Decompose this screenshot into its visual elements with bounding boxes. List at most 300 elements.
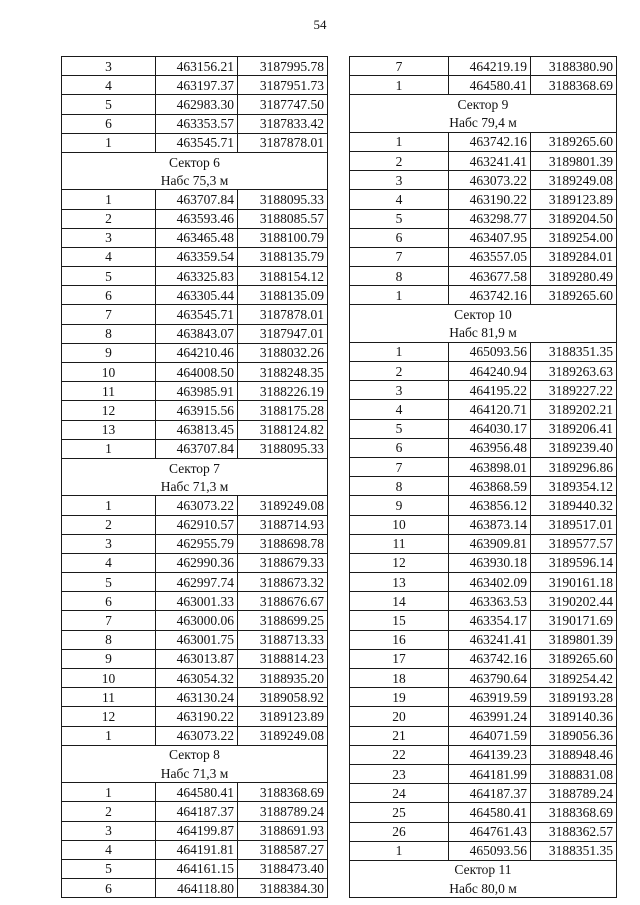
point-number: 4 bbox=[62, 247, 156, 266]
point-number: 10 bbox=[62, 363, 156, 382]
table-row bbox=[62, 324, 328, 343]
table-row bbox=[62, 247, 328, 266]
point-number: 1 bbox=[350, 76, 449, 95]
table-row bbox=[62, 305, 328, 324]
coordinate-y: 3189140.36 bbox=[531, 707, 617, 726]
coordinate-x: 463190.22 bbox=[156, 707, 238, 726]
table-row bbox=[62, 859, 328, 878]
coordinate-x: 464580.41 bbox=[449, 76, 531, 95]
point-number: 6 bbox=[62, 879, 156, 898]
point-number: 21 bbox=[350, 726, 449, 745]
table-row bbox=[62, 190, 328, 209]
coordinate-x: 465093.56 bbox=[449, 342, 531, 361]
coordinate-y: 3189517.01 bbox=[531, 515, 617, 534]
sector-height-row bbox=[62, 764, 328, 783]
sector-height-row bbox=[350, 879, 617, 898]
table-row bbox=[350, 419, 617, 438]
point-number: 13 bbox=[350, 573, 449, 592]
coordinate-y: 3188135.09 bbox=[238, 286, 328, 305]
table-row bbox=[350, 76, 617, 95]
coordinate-y: 3188095.33 bbox=[238, 439, 328, 458]
coordinate-x: 465093.56 bbox=[449, 841, 531, 860]
coordinate-y: 3190171.69 bbox=[531, 611, 617, 630]
coordinate-y: 3188095.33 bbox=[238, 190, 328, 209]
table-row bbox=[350, 342, 617, 361]
point-number: 8 bbox=[62, 324, 156, 343]
point-number: 7 bbox=[350, 457, 449, 476]
table-row bbox=[350, 784, 617, 803]
coordinate-x: 463353.57 bbox=[156, 114, 238, 133]
table-row bbox=[62, 783, 328, 802]
coordinate-y: 3188691.93 bbox=[238, 821, 328, 840]
coordinate-x: 464580.41 bbox=[156, 783, 238, 802]
sector-title: Сектор 11 bbox=[350, 860, 617, 879]
coordinate-y: 3187878.01 bbox=[238, 133, 328, 152]
point-number: 1 bbox=[350, 286, 449, 305]
coordinate-x: 462910.57 bbox=[156, 515, 238, 534]
point-number: 26 bbox=[350, 822, 449, 841]
coordinate-x: 463073.22 bbox=[449, 171, 531, 190]
sector-height-row bbox=[350, 324, 617, 343]
sector-title-row bbox=[62, 458, 328, 477]
table-row bbox=[350, 573, 617, 592]
table-row bbox=[350, 267, 617, 286]
point-number: 9 bbox=[350, 496, 449, 515]
table-row bbox=[62, 821, 328, 840]
table-row bbox=[62, 286, 328, 305]
coordinate-x: 463197.37 bbox=[156, 76, 238, 95]
point-number: 2 bbox=[350, 151, 449, 170]
coordinate-x: 463130.24 bbox=[156, 688, 238, 707]
coordinate-x: 462990.36 bbox=[156, 553, 238, 572]
point-number: 12 bbox=[62, 707, 156, 726]
point-number: 3 bbox=[62, 228, 156, 247]
point-number: 5 bbox=[62, 573, 156, 592]
coordinate-y: 3188226.19 bbox=[238, 382, 328, 401]
point-number: 7 bbox=[62, 611, 156, 630]
sector-title-row bbox=[350, 860, 617, 879]
table-row bbox=[62, 401, 328, 420]
coordinate-x: 463305.44 bbox=[156, 286, 238, 305]
point-number: 13 bbox=[62, 420, 156, 439]
table-row bbox=[350, 400, 617, 419]
point-number: 1 bbox=[62, 496, 156, 515]
coordinate-x: 463001.75 bbox=[156, 630, 238, 649]
table-row bbox=[350, 228, 617, 247]
sector-title: Сектор 10 bbox=[350, 305, 617, 324]
coordinate-x: 463843.07 bbox=[156, 324, 238, 343]
coordinate-y: 3189265.60 bbox=[531, 649, 617, 668]
coordinate-x: 464210.46 bbox=[156, 343, 238, 362]
table-row bbox=[350, 707, 617, 726]
coordinate-y: 3188175.28 bbox=[238, 401, 328, 420]
coordinate-y: 3188814.23 bbox=[238, 649, 328, 668]
point-number: 5 bbox=[350, 209, 449, 228]
point-number: 23 bbox=[350, 764, 449, 783]
coordinate-y: 3189206.41 bbox=[531, 419, 617, 438]
coordinate-x: 463930.18 bbox=[449, 553, 531, 572]
coordinate-x: 463790.64 bbox=[449, 669, 531, 688]
point-number: 2 bbox=[62, 515, 156, 534]
table-row bbox=[62, 267, 328, 286]
coordinate-x: 462997.74 bbox=[156, 573, 238, 592]
sector-title-row bbox=[350, 95, 617, 114]
coordinate-x: 463363.53 bbox=[449, 592, 531, 611]
point-number: 11 bbox=[62, 688, 156, 707]
coordinate-x: 464120.71 bbox=[449, 400, 531, 419]
coordinate-x: 464187.37 bbox=[449, 784, 531, 803]
coordinate-x: 463241.41 bbox=[449, 151, 531, 170]
coordinate-y: 3188154.12 bbox=[238, 267, 328, 286]
coordinate-y: 3189058.92 bbox=[238, 688, 328, 707]
point-number: 5 bbox=[350, 419, 449, 438]
table-row bbox=[62, 879, 328, 898]
point-number: 14 bbox=[350, 592, 449, 611]
table-row bbox=[62, 611, 328, 630]
point-number: 17 bbox=[350, 649, 449, 668]
coordinate-x: 462983.30 bbox=[156, 95, 238, 114]
point-number: 6 bbox=[62, 114, 156, 133]
table-row bbox=[62, 114, 328, 133]
coordinate-x: 464008.50 bbox=[156, 363, 238, 382]
coordinate-x: 463073.22 bbox=[156, 496, 238, 515]
point-number: 9 bbox=[62, 649, 156, 668]
table-row bbox=[350, 515, 617, 534]
coordinate-y: 3189801.39 bbox=[531, 151, 617, 170]
table-row bbox=[62, 57, 328, 76]
coordinate-y: 3190202.44 bbox=[531, 592, 617, 611]
point-number: 11 bbox=[62, 382, 156, 401]
coordinate-x: 463991.24 bbox=[449, 707, 531, 726]
coordinate-x: 463298.77 bbox=[449, 209, 531, 228]
sector-title: Сектор 7 bbox=[62, 458, 328, 477]
table-row bbox=[62, 496, 328, 515]
coordinate-y: 3188789.24 bbox=[238, 802, 328, 821]
sector-title: Сектор 6 bbox=[62, 152, 328, 171]
coordinate-y: 3189801.39 bbox=[531, 630, 617, 649]
coordinate-x: 463325.83 bbox=[156, 267, 238, 286]
point-number: 7 bbox=[350, 247, 449, 266]
table-row bbox=[350, 496, 617, 515]
coordinate-x: 463856.12 bbox=[449, 496, 531, 515]
coordinate-y: 3188713.33 bbox=[238, 630, 328, 649]
sector-title-row bbox=[62, 745, 328, 764]
coordinate-x: 463985.91 bbox=[156, 382, 238, 401]
point-number: 16 bbox=[350, 630, 449, 649]
coordinate-y: 3189204.50 bbox=[531, 209, 617, 228]
point-number: 22 bbox=[350, 745, 449, 764]
point-number: 1 bbox=[62, 190, 156, 209]
point-number: 25 bbox=[350, 803, 449, 822]
coordinate-x: 463465.48 bbox=[156, 228, 238, 247]
coordinate-y: 3189239.40 bbox=[531, 438, 617, 457]
coordinate-x: 464580.41 bbox=[449, 803, 531, 822]
point-number: 19 bbox=[350, 688, 449, 707]
point-number: 10 bbox=[350, 515, 449, 534]
table-row bbox=[62, 553, 328, 572]
coordinate-x: 463742.16 bbox=[449, 286, 531, 305]
coordinate-x: 463873.14 bbox=[449, 515, 531, 534]
point-number: 20 bbox=[350, 707, 449, 726]
point-number: 12 bbox=[62, 401, 156, 420]
coordinate-y: 3188351.35 bbox=[531, 841, 617, 860]
table-row bbox=[350, 247, 617, 266]
coordinate-y: 3188699.25 bbox=[238, 611, 328, 630]
coordinate-y: 3188384.30 bbox=[238, 879, 328, 898]
sector-title-row bbox=[62, 152, 328, 171]
table-row bbox=[350, 841, 617, 860]
sector-height: Набс 79,4 м bbox=[350, 114, 617, 133]
table-row bbox=[62, 95, 328, 114]
coordinate-x: 463013.87 bbox=[156, 649, 238, 668]
coordinate-y: 3189284.01 bbox=[531, 247, 617, 266]
table-row bbox=[350, 726, 617, 745]
coordinate-y: 3188248.35 bbox=[238, 363, 328, 382]
coordinate-x: 463407.95 bbox=[449, 228, 531, 247]
coordinate-y: 3188124.82 bbox=[238, 420, 328, 439]
table-row bbox=[62, 420, 328, 439]
coordinate-x: 463742.16 bbox=[449, 649, 531, 668]
coordinate-y: 3189596.14 bbox=[531, 553, 617, 572]
point-number: 1 bbox=[62, 133, 156, 152]
coordinate-y: 3188679.33 bbox=[238, 553, 328, 572]
point-number: 2 bbox=[62, 209, 156, 228]
coordinate-x: 463545.71 bbox=[156, 305, 238, 324]
point-number: 5 bbox=[62, 859, 156, 878]
coordinate-y: 3188789.24 bbox=[531, 784, 617, 803]
coordinate-y: 3187747.50 bbox=[238, 95, 328, 114]
coordinate-y: 3188380.90 bbox=[531, 57, 617, 76]
point-number: 8 bbox=[62, 630, 156, 649]
point-number: 1 bbox=[350, 132, 449, 151]
sector-height: Набс 80,0 м bbox=[350, 879, 617, 898]
table-row bbox=[62, 630, 328, 649]
table-row bbox=[350, 209, 617, 228]
coordinate-y: 3189577.57 bbox=[531, 534, 617, 553]
coordinate-x: 464195.22 bbox=[449, 381, 531, 400]
point-number: 11 bbox=[350, 534, 449, 553]
coordinate-x: 464761.43 bbox=[449, 822, 531, 841]
coordinate-y: 3189280.49 bbox=[531, 267, 617, 286]
table-row bbox=[350, 57, 617, 76]
coordinate-y: 3188473.40 bbox=[238, 859, 328, 878]
table-row bbox=[350, 534, 617, 553]
coordinate-y: 3189123.89 bbox=[238, 707, 328, 726]
coordinate-x: 464181.99 bbox=[449, 764, 531, 783]
sector-height: Набс 75,3 м bbox=[62, 171, 328, 190]
coordinate-y: 3189249.08 bbox=[238, 726, 328, 745]
coordinate-y: 3188368.69 bbox=[531, 803, 617, 822]
sector-title: Сектор 8 bbox=[62, 745, 328, 764]
table-row bbox=[350, 362, 617, 381]
coordinate-y: 3188135.79 bbox=[238, 247, 328, 266]
coordinate-y: 3187951.73 bbox=[238, 76, 328, 95]
coordinate-y: 3188368.69 bbox=[531, 76, 617, 95]
coordinates-table-right bbox=[349, 56, 617, 898]
coordinate-x: 463241.41 bbox=[449, 630, 531, 649]
page-number: 54 bbox=[313, 17, 327, 32]
coordinate-y: 3189296.86 bbox=[531, 457, 617, 476]
coordinate-x: 464199.87 bbox=[156, 821, 238, 840]
point-number: 18 bbox=[350, 669, 449, 688]
table-row bbox=[62, 669, 328, 688]
coordinate-y: 3188714.93 bbox=[238, 515, 328, 534]
sector-height-row bbox=[62, 171, 328, 190]
coordinate-y: 3188831.08 bbox=[531, 764, 617, 783]
table-row bbox=[350, 764, 617, 783]
sector-title-row bbox=[350, 305, 617, 324]
coordinate-y: 3187878.01 bbox=[238, 305, 328, 324]
coordinate-y: 3188935.20 bbox=[238, 669, 328, 688]
coordinate-x: 463156.21 bbox=[156, 57, 238, 76]
point-number: 3 bbox=[350, 171, 449, 190]
table-row bbox=[350, 190, 617, 209]
table-row bbox=[62, 343, 328, 362]
point-number: 7 bbox=[350, 57, 449, 76]
table-row bbox=[350, 630, 617, 649]
point-number: 4 bbox=[350, 400, 449, 419]
point-number: 1 bbox=[350, 342, 449, 361]
coordinate-y: 3189249.08 bbox=[531, 171, 617, 190]
coordinate-y: 3188351.35 bbox=[531, 342, 617, 361]
coordinate-x: 463919.59 bbox=[449, 688, 531, 707]
coordinate-x: 463000.06 bbox=[156, 611, 238, 630]
coordinate-x: 463354.17 bbox=[449, 611, 531, 630]
table-row bbox=[350, 592, 617, 611]
coordinate-y: 3188673.32 bbox=[238, 573, 328, 592]
coordinate-y: 3189354.12 bbox=[531, 477, 617, 496]
table-row bbox=[62, 76, 328, 95]
table-row bbox=[350, 381, 617, 400]
coordinate-y: 3188698.78 bbox=[238, 534, 328, 553]
point-number: 8 bbox=[350, 267, 449, 286]
table-row bbox=[62, 592, 328, 611]
table-row bbox=[62, 649, 328, 668]
table-row bbox=[350, 286, 617, 305]
coordinate-y: 3189193.28 bbox=[531, 688, 617, 707]
point-number: 1 bbox=[62, 439, 156, 458]
coordinate-y: 3187947.01 bbox=[238, 324, 328, 343]
point-number: 3 bbox=[62, 821, 156, 840]
point-number: 2 bbox=[350, 362, 449, 381]
coordinate-y: 3189227.22 bbox=[531, 381, 617, 400]
table-row bbox=[350, 745, 617, 764]
point-number: 6 bbox=[350, 228, 449, 247]
coordinate-x: 464139.23 bbox=[449, 745, 531, 764]
point-number: 1 bbox=[62, 783, 156, 802]
coordinate-y: 3189265.60 bbox=[531, 132, 617, 151]
coordinate-y: 3188362.57 bbox=[531, 822, 617, 841]
coordinate-y: 3188085.57 bbox=[238, 209, 328, 228]
table-row bbox=[350, 132, 617, 151]
table-row bbox=[62, 802, 328, 821]
coordinate-x: 463868.59 bbox=[449, 477, 531, 496]
coordinate-y: 3189056.36 bbox=[531, 726, 617, 745]
point-number: 6 bbox=[350, 438, 449, 457]
coordinate-y: 3188368.69 bbox=[238, 783, 328, 802]
table-row bbox=[350, 477, 617, 496]
coordinate-x: 464191.81 bbox=[156, 840, 238, 859]
table-row bbox=[350, 171, 617, 190]
table-row bbox=[62, 573, 328, 592]
table-row bbox=[62, 688, 328, 707]
table-row bbox=[62, 209, 328, 228]
table-row bbox=[62, 133, 328, 152]
sector-height-row bbox=[62, 477, 328, 496]
point-number: 6 bbox=[62, 286, 156, 305]
coordinate-y: 3189263.63 bbox=[531, 362, 617, 381]
coordinate-x: 463909.81 bbox=[449, 534, 531, 553]
coordinate-x: 463707.84 bbox=[156, 439, 238, 458]
coordinate-x: 463707.84 bbox=[156, 190, 238, 209]
coordinate-y: 3189265.60 bbox=[531, 286, 617, 305]
coordinate-x: 463813.45 bbox=[156, 420, 238, 439]
coordinate-x: 464030.17 bbox=[449, 419, 531, 438]
point-number: 5 bbox=[62, 95, 156, 114]
table-row bbox=[62, 363, 328, 382]
table-row bbox=[62, 840, 328, 859]
table-row bbox=[62, 534, 328, 553]
coordinate-y: 3189254.00 bbox=[531, 228, 617, 247]
point-number: 15 bbox=[350, 611, 449, 630]
coordinate-x: 463054.32 bbox=[156, 669, 238, 688]
coordinate-x: 462955.79 bbox=[156, 534, 238, 553]
point-number: 1 bbox=[62, 726, 156, 745]
table-row bbox=[62, 228, 328, 247]
table-row bbox=[350, 822, 617, 841]
sector-height: Набс 71,3 м bbox=[62, 477, 328, 496]
coordinate-x: 464118.80 bbox=[156, 879, 238, 898]
coordinate-x: 463557.05 bbox=[449, 247, 531, 266]
point-number: 4 bbox=[350, 190, 449, 209]
coordinate-x: 463359.54 bbox=[156, 247, 238, 266]
point-number: 3 bbox=[62, 534, 156, 553]
coordinate-y: 3187995.78 bbox=[238, 57, 328, 76]
point-number: 8 bbox=[350, 477, 449, 496]
coordinate-x: 464187.37 bbox=[156, 802, 238, 821]
coordinate-y: 3187833.42 bbox=[238, 114, 328, 133]
point-number: 10 bbox=[62, 669, 156, 688]
coordinate-x: 463956.48 bbox=[449, 438, 531, 457]
coordinate-y: 3188676.67 bbox=[238, 592, 328, 611]
table-row bbox=[62, 439, 328, 458]
coordinates-table-left bbox=[61, 56, 328, 898]
sector-height-row bbox=[350, 114, 617, 133]
table-row bbox=[62, 707, 328, 726]
coordinate-x: 463402.09 bbox=[449, 573, 531, 592]
coordinate-y: 3189249.08 bbox=[238, 496, 328, 515]
point-number: 24 bbox=[350, 784, 449, 803]
point-number: 7 bbox=[62, 305, 156, 324]
coordinate-y: 3189202.21 bbox=[531, 400, 617, 419]
coordinate-y: 3189440.32 bbox=[531, 496, 617, 515]
coordinate-y: 3188100.79 bbox=[238, 228, 328, 247]
coordinate-x: 463677.58 bbox=[449, 267, 531, 286]
point-number: 6 bbox=[62, 592, 156, 611]
coordinate-x: 463898.01 bbox=[449, 457, 531, 476]
coordinate-y: 3189254.42 bbox=[531, 669, 617, 688]
point-number: 4 bbox=[62, 553, 156, 572]
point-number: 12 bbox=[350, 553, 449, 572]
table-row bbox=[350, 649, 617, 668]
table-row bbox=[350, 611, 617, 630]
table-row bbox=[62, 726, 328, 745]
sector-height: Набс 81,9 м bbox=[350, 324, 617, 343]
point-number: 2 bbox=[62, 802, 156, 821]
point-number: 4 bbox=[62, 840, 156, 859]
point-number: 3 bbox=[350, 381, 449, 400]
coordinate-x: 464219.19 bbox=[449, 57, 531, 76]
